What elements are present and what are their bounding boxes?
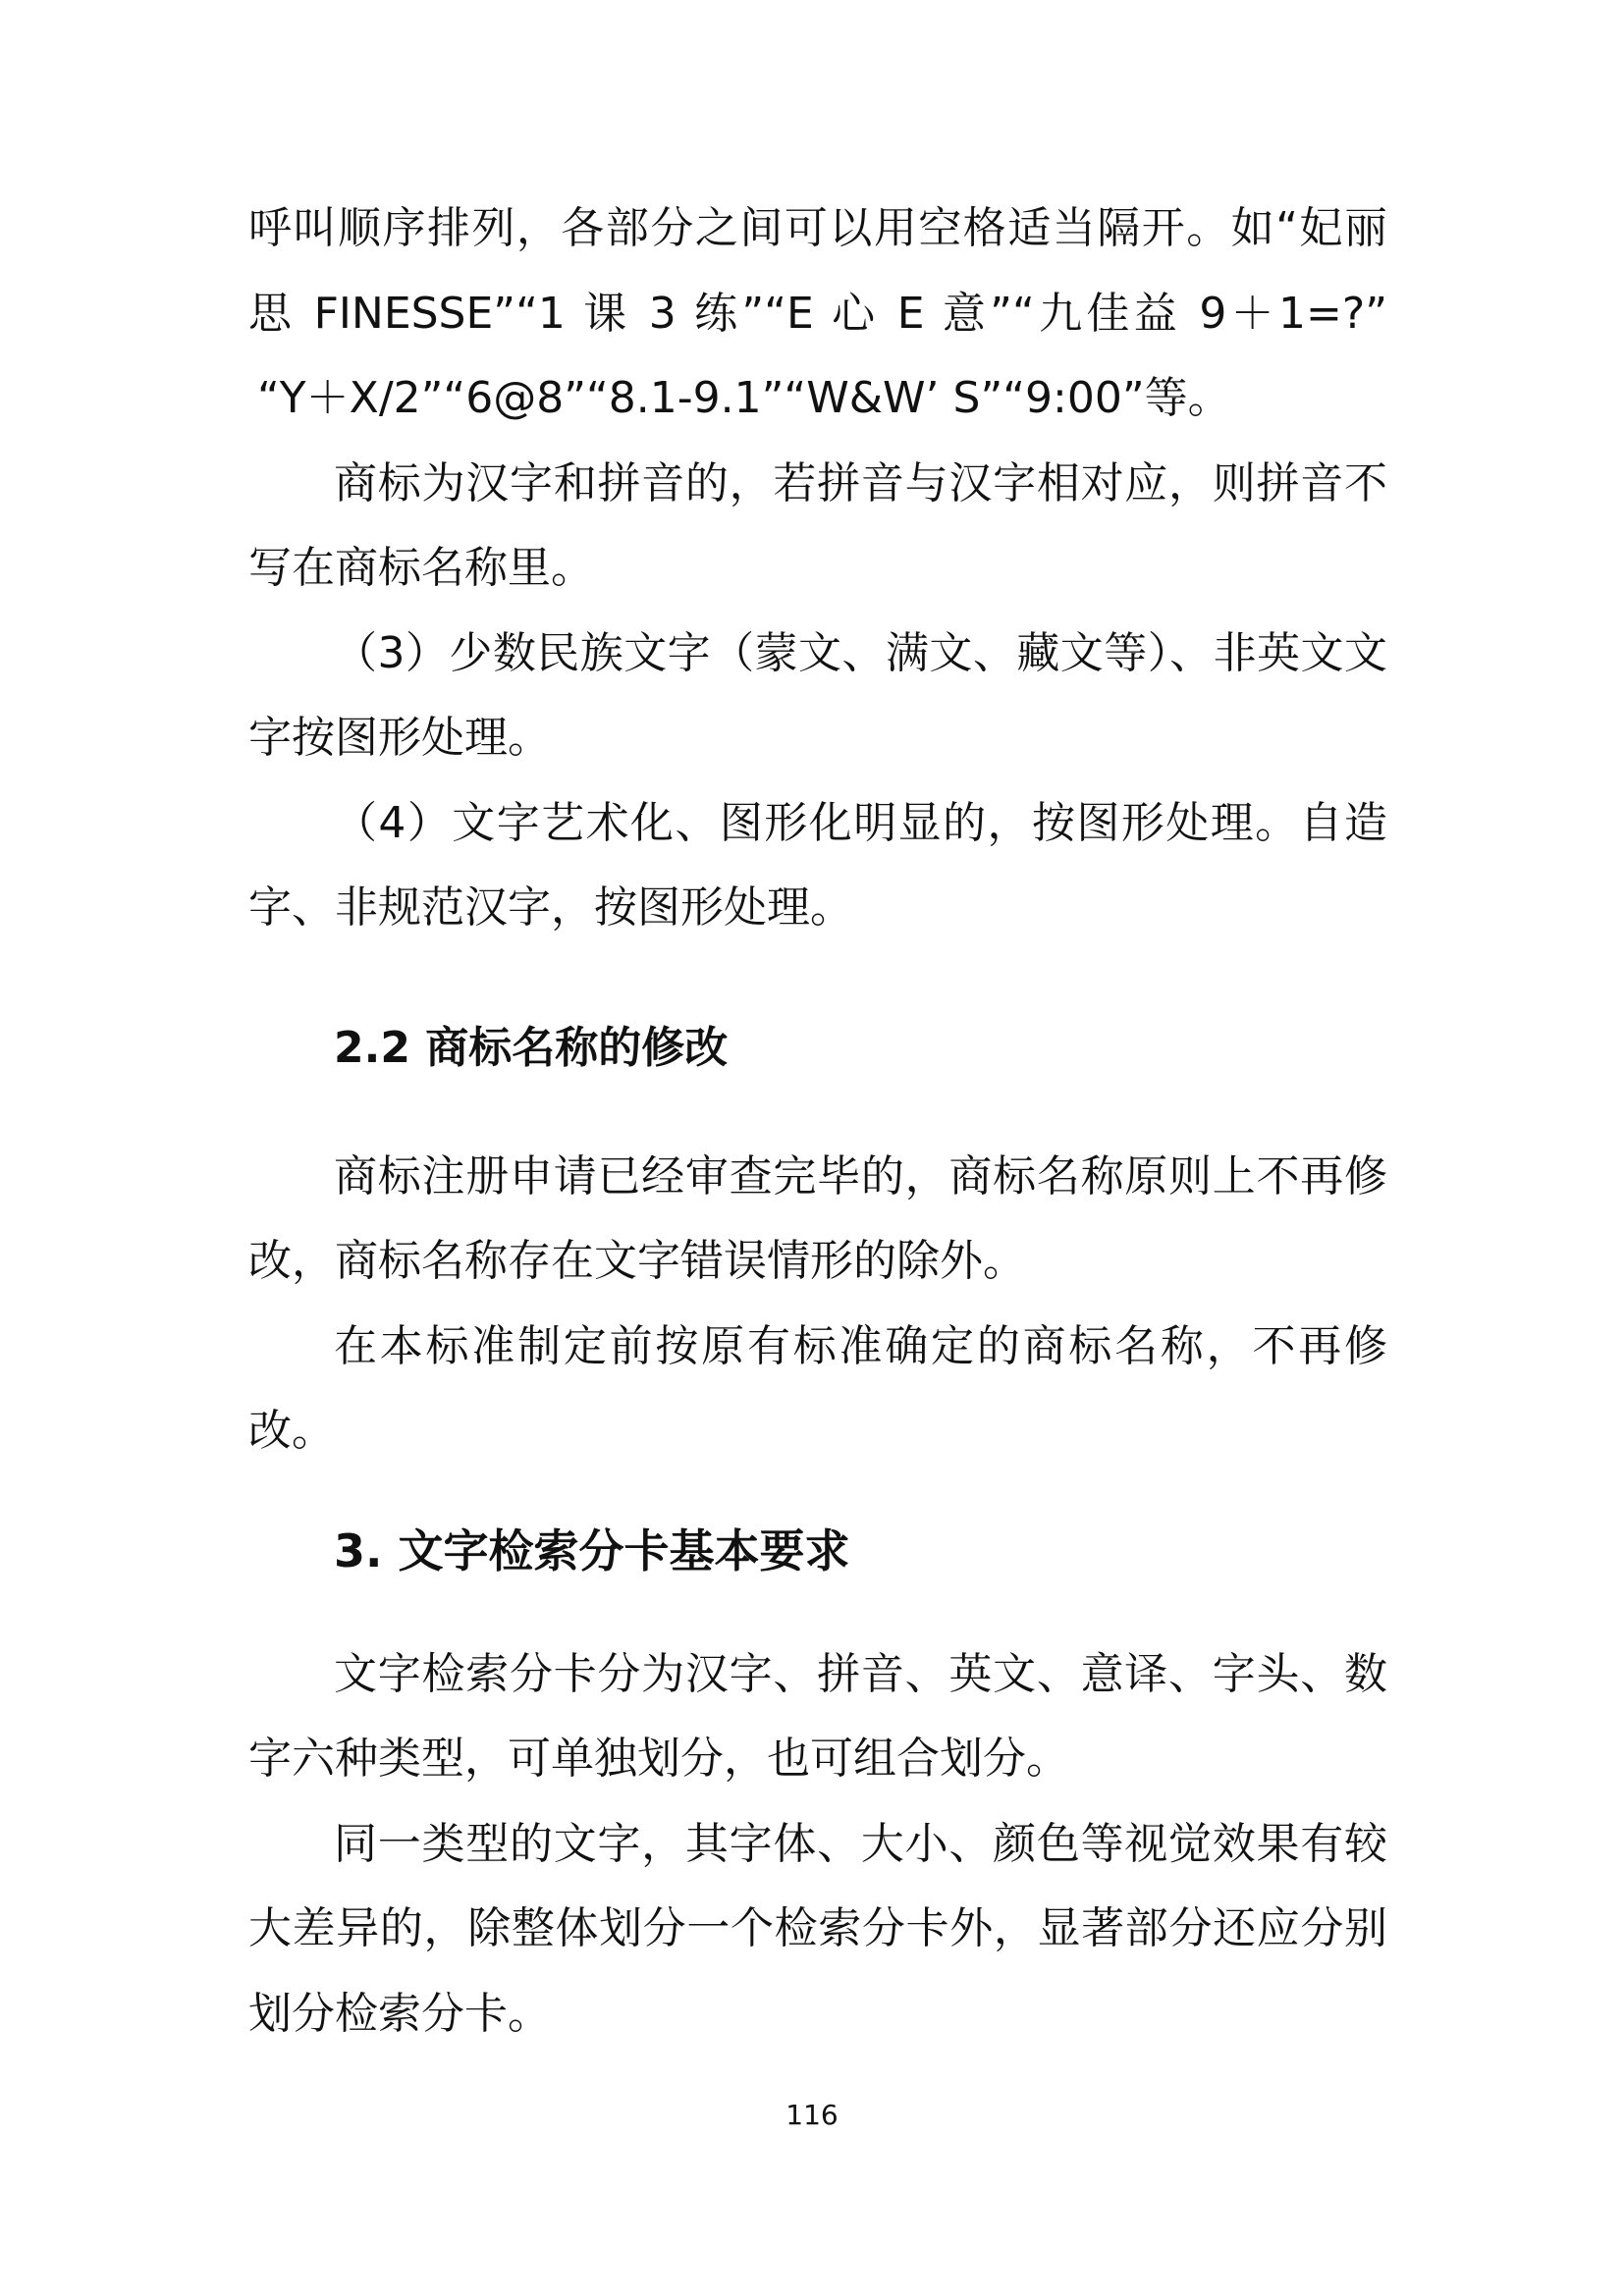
section-3-paragraph-1-line-2: 字六种类型，可单独划分，也可组合划分。	[248, 1734, 1069, 1784]
paragraph-4-line-2: 字、非规范汉字，按图形处理。	[248, 882, 853, 933]
section-3-heading: 3. 文字检索分卡基本要求	[334, 1524, 850, 1577]
paragraph-1-line-2: 思 FINESSE”“1 课 3 练”“E 心 E 意”“九佳益 9＋1=?”	[248, 289, 1387, 339]
page-number: 116	[785, 2099, 839, 2131]
section-2-2-paragraph-2-line-1: 在本标准制定前按原有标准确定的商标名称，不再修	[334, 1321, 1387, 1371]
section-3-paragraph-2-line-1: 同一类型的文字，其字体、大小、颜色等视觉效果有较	[334, 1819, 1387, 1869]
section-2-2-heading: 2.2 商标名称的修改	[334, 1023, 729, 1073]
paragraph-3-line-1: （3）少数民族文字（蒙文、满文、藏文等）、非英文文	[334, 628, 1387, 678]
paragraph-2-line-2: 写在商标名称里。	[248, 543, 594, 593]
section-2-2-paragraph-1-line-2: 改，商标名称存在文字错误情形的除外。	[248, 1236, 1026, 1286]
paragraph-2-line-1: 商标为汉字和拼音的，若拼音与汉字相对应，则拼音不	[334, 458, 1387, 508]
section-3-paragraph-1-line-1: 文字检索分卡分为汉字、拼音、英文、意译、字头、数	[334, 1649, 1387, 1699]
section-3-paragraph-2-line-3: 划分检索分卡。	[248, 1989, 551, 2039]
section-2-2-paragraph-1-line-1: 商标注册申请已经审查完毕的，商标名称原则上不再修	[334, 1151, 1387, 1201]
section-2-2-paragraph-2-line-2: 改。	[248, 1406, 335, 1456]
section-3-paragraph-2-line-2: 大差异的，除整体划分一个检索分卡外，显著部分还应分别	[248, 1903, 1387, 1953]
paragraph-1-line-1: 呼叫顺序排列，各部分之间可以用空格适当隔开。如“妃丽	[248, 203, 1387, 253]
paragraph-1-line-3: “Y＋X/2”“6@8”“8.1-9.1”“W&W’ S”“9:00”等。	[257, 373, 1231, 423]
paragraph-3-line-2: 字按图形处理。	[248, 713, 551, 763]
paragraph-4-line-1: （4）文字艺术化、图形化明显的，按图形处理。自造	[334, 798, 1387, 848]
